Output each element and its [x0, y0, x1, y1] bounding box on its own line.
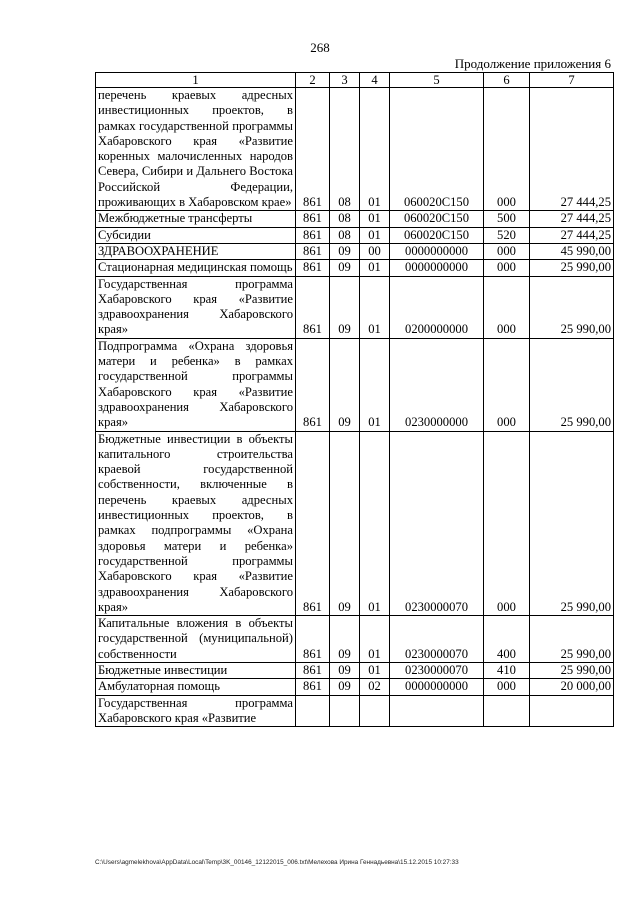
row-cell-c3: 08 [330, 227, 360, 243]
row-cell-c4: 01 [360, 431, 390, 616]
row-cell-c4: 01 [360, 662, 390, 678]
row-cell-c2: 861 [296, 616, 330, 663]
budget-table [95, 72, 614, 727]
row-cell-c7: 45 990,00 [530, 243, 614, 259]
page-number: 268 [310, 40, 330, 55]
row-cell-c2 [296, 695, 330, 727]
row-cell-c5: 060020С150 [390, 211, 484, 227]
row-cell-c4: 01 [360, 227, 390, 243]
table-row [96, 88, 614, 211]
row-cell-c5: 0230000070 [390, 662, 484, 678]
row-cell-c7: 25 990,00 [530, 276, 614, 338]
row-cell-c4 [360, 695, 390, 727]
row-cell-c5: 0230000000 [390, 338, 484, 431]
row-cell-c6: 520 [484, 227, 530, 243]
row-cell-c5: 0000000000 [390, 679, 484, 695]
row-cell-c4: 01 [360, 260, 390, 276]
row-cell-c7: 25 990,00 [530, 338, 614, 431]
table-row [96, 679, 614, 695]
row-cell-c2: 861 [296, 276, 330, 338]
row-cell-c7: 27 444,25 [530, 211, 614, 227]
row-cell-c7: 25 990,00 [530, 662, 614, 678]
row-cell-c2: 861 [296, 88, 330, 211]
row-cell-c2: 861 [296, 679, 330, 695]
row-cell-c3: 09 [330, 338, 360, 431]
row-cell-c5: 060020С150 [390, 227, 484, 243]
row-cell-c5: 0000000000 [390, 243, 484, 259]
row-cell-c7: 25 990,00 [530, 616, 614, 663]
row-cell-c6: 400 [484, 616, 530, 663]
row-cell-c4: 01 [360, 88, 390, 211]
table-row [96, 276, 614, 338]
table-row [96, 695, 614, 727]
column-header: 3 [330, 73, 360, 88]
row-cell-c2: 861 [296, 211, 330, 227]
row-cell-c7: 25 990,00 [530, 431, 614, 616]
table-row [96, 662, 614, 678]
row-cell-c3: 09 [330, 662, 360, 678]
row-cell-c4: 01 [360, 338, 390, 431]
row-cell-c7 [530, 695, 614, 727]
row-cell-c7: 20 000,00 [530, 679, 614, 695]
row-cell-c5: 060020С150 [390, 88, 484, 211]
row-cell-c3: 09 [330, 679, 360, 695]
table-row [96, 260, 614, 276]
row-cell-c4: 01 [360, 276, 390, 338]
row-name: ЗДРАВООХРАНЕНИЕ [96, 243, 296, 259]
row-cell-c2: 861 [296, 431, 330, 616]
row-name: Бюджетные инвестиции [96, 662, 296, 678]
row-cell-c3: 09 [330, 276, 360, 338]
column-header: 5 [390, 73, 484, 88]
row-cell-c7: 27 444,25 [530, 227, 614, 243]
row-cell-c3: 09 [330, 243, 360, 259]
column-header: 6 [484, 73, 530, 88]
table-row [96, 431, 614, 616]
table-row [96, 227, 614, 243]
row-cell-c6: 000 [484, 338, 530, 431]
row-cell-c6: 000 [484, 88, 530, 211]
row-name: Амбулаторная помощь [96, 679, 296, 695]
row-cell-c6: 000 [484, 679, 530, 695]
row-cell-c6 [484, 695, 530, 727]
row-name: Государственная программа Хабаровского края «Развитие здравоохранения Хабаровского края» [96, 276, 296, 338]
row-cell-c3: 08 [330, 88, 360, 211]
column-header: 2 [296, 73, 330, 88]
row-cell-c6: 000 [484, 276, 530, 338]
row-cell-c2: 861 [296, 227, 330, 243]
row-name: перечень краевых адресных инвестиционных проектов, в рамках государственной программы Хабаровского края «Развитие коренных малочисленных народов Севера, Сибири и Дальнего Востока Российской Федерации, проживающих в Хабаровском крае» [96, 88, 296, 211]
row-name: Бюджетные инвестиции в объекты капитального строительства краевой государственной собственности, включенные в перечень краевых адресных инвестиционных проектов, в рамках подпрограммы «Охрана здоровья матери и ребенка» государственной программы Хабаровского края «Развитие здравоохранения Хабаровского края» [96, 431, 296, 616]
row-cell-c5: 0230000070 [390, 616, 484, 663]
row-cell-c6: 000 [484, 243, 530, 259]
file-path-footer: C:\Users\agmelekhova\AppData\Local\Temp\3K_00146_12122015_006.txt\Мелехова Ирина Геннадьевна\15.12.2015 10:27:33 [95, 859, 459, 866]
row-name: Стационарная медицинская помощь [96, 260, 296, 276]
row-cell-c2: 861 [296, 260, 330, 276]
header-row [96, 73, 614, 88]
row-name: Субсидии [96, 227, 296, 243]
row-cell-c4: 02 [360, 679, 390, 695]
row-cell-c6: 000 [484, 431, 530, 616]
table-row [96, 211, 614, 227]
row-name: Государственная программа Хабаровского края «Развитие [96, 695, 296, 727]
row-cell-c6: 500 [484, 211, 530, 227]
column-header: 7 [530, 73, 614, 88]
row-cell-c3: 09 [330, 431, 360, 616]
row-cell-c5: 0230000070 [390, 431, 484, 616]
row-cell-c3: 09 [330, 616, 360, 663]
row-cell-c5 [390, 695, 484, 727]
row-cell-c2: 861 [296, 662, 330, 678]
continuation-label: Продолжение приложения 6 [454, 56, 611, 71]
row-cell-c2: 861 [296, 243, 330, 259]
row-cell-c6: 000 [484, 260, 530, 276]
row-cell-c4: 00 [360, 243, 390, 259]
table-row [96, 243, 614, 259]
row-name: Межбюджетные трансферты [96, 211, 296, 227]
column-header: 1 [96, 73, 296, 88]
row-cell-c3: 09 [330, 260, 360, 276]
row-cell-c4: 01 [360, 211, 390, 227]
row-cell-c3: 08 [330, 211, 360, 227]
table-row [96, 338, 614, 431]
row-name: Капитальные вложения в объекты государственной (муниципальной) собственности [96, 616, 296, 663]
row-cell-c2: 861 [296, 338, 330, 431]
row-cell-c7: 25 990,00 [530, 260, 614, 276]
row-cell-c7: 27 444,25 [530, 88, 614, 211]
row-cell-c6: 410 [484, 662, 530, 678]
column-header: 4 [360, 73, 390, 88]
row-cell-c5: 0000000000 [390, 260, 484, 276]
row-name: Подпрограмма «Охрана здоровья матери и ребенка» в рамках государственной программы Хабаровского края «Развитие здравоохранения Хабаровского края» [96, 338, 296, 431]
row-cell-c3 [330, 695, 360, 727]
row-cell-c4: 01 [360, 616, 390, 663]
row-cell-c5: 0200000000 [390, 276, 484, 338]
table-row [96, 616, 614, 663]
